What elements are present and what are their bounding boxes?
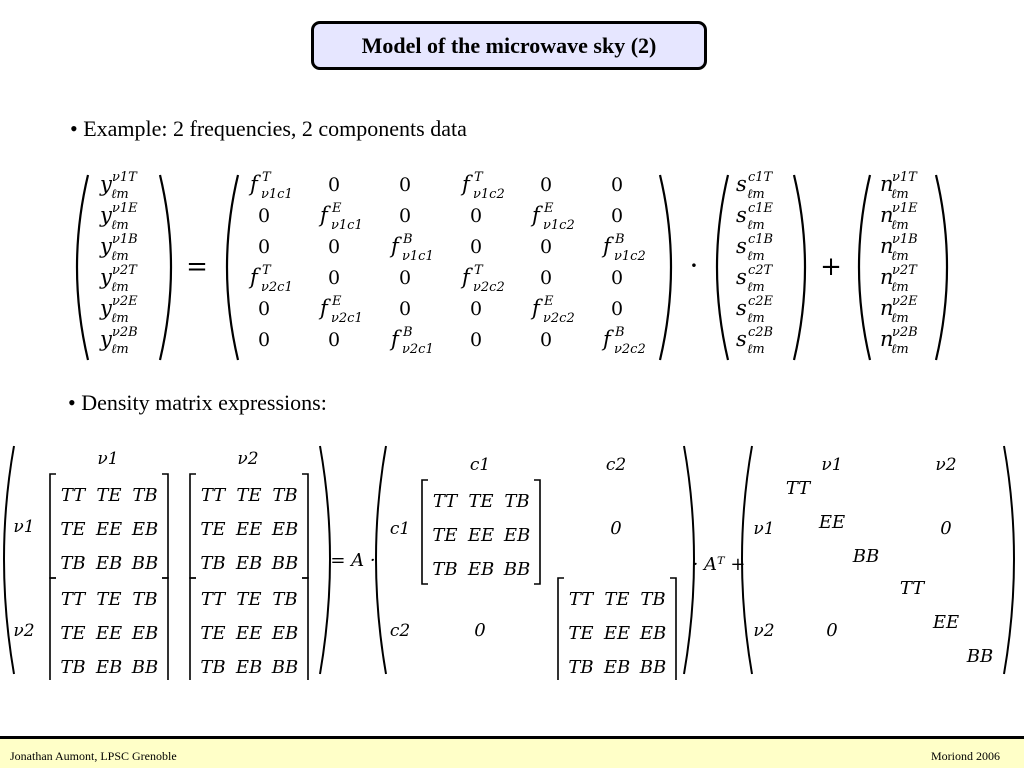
- y-entry-1-sup: ν1E: [112, 201, 138, 216]
- noise-entry-2-sup: ν1B: [892, 232, 918, 247]
- data-block-21-cell-0-1: TE: [96, 589, 122, 610]
- mixing-coef-3-0-sub: ν2c1: [261, 280, 293, 295]
- mixing-zero-2-0: 0: [257, 236, 271, 258]
- data-block-22-cell-0-1: TE: [236, 589, 262, 610]
- footer-conference: Moriond 2006: [931, 749, 1000, 763]
- data-block-11-cell-2-0: TB: [60, 553, 86, 574]
- y-entry-5-sup: ν2B: [112, 325, 138, 340]
- mixing-zero-5-3: 0: [469, 329, 483, 351]
- noise-entry-1-sup: ν1E: [892, 201, 918, 216]
- noise-entry-2: [880, 232, 918, 264]
- mixing-zero-3-4: 0: [539, 267, 553, 289]
- signal-entry-1-base: s: [736, 203, 747, 227]
- mixing-coef-1-4-sup: E: [544, 201, 554, 216]
- data-block-22-cell-0-0: TT: [200, 589, 226, 610]
- paren-right-signal: [794, 175, 805, 360]
- data-block-21-cell-0-0: TT: [60, 589, 86, 610]
- signal-block-11-cell-0-2: TB: [504, 491, 530, 512]
- mixing-zero-4-0: 0: [257, 298, 271, 320]
- mixing-coef-0-3-sub: ν1c2: [473, 187, 505, 202]
- mixing-coef-2-5-base: f: [603, 234, 611, 258]
- signal-entry-2-sub: ℓm: [747, 249, 765, 264]
- signal-block-11-cell-2-1: EB: [467, 559, 495, 580]
- mixing-zero-1-0: 0: [257, 205, 271, 227]
- mixing-zero-2-4: 0: [539, 236, 553, 258]
- mixing-coef-3-0-sup: T: [262, 263, 271, 278]
- signal-entry-4: [736, 294, 774, 326]
- signal-entry-0: [736, 170, 774, 202]
- signal-block-22-cell-0-0: TT: [568, 589, 594, 610]
- mixing-coef-2-5: [601, 232, 646, 264]
- mixing-coef-3-3: [460, 263, 505, 295]
- label-noise-nu1-left: ν1: [753, 519, 775, 539]
- mixing-coef-2-2-sub: ν1c1: [402, 249, 434, 264]
- label-c1-top: c1: [469, 455, 491, 475]
- mixing-coef-1-4: [530, 201, 575, 233]
- mixing-coef-3-3-sup: T: [474, 263, 483, 278]
- mixing-coef-4-1: [318, 294, 363, 326]
- mixing-coef-0-0: [248, 170, 293, 202]
- mixing-coef-1-1-sub: ν1c1: [331, 218, 363, 233]
- signal-block-22-cell-2-1: EB: [603, 657, 631, 678]
- mixing-coef-0-3: [460, 170, 505, 202]
- y-entry-0-sub: ℓm: [111, 187, 129, 202]
- mixing-coef-1-1: [318, 201, 363, 233]
- y-entry-1-base: y: [100, 203, 112, 227]
- paren-left-y: [77, 175, 88, 360]
- data-block-22-cell-2-1: EB: [235, 657, 263, 678]
- data-block-22-cell-1-2: EB: [271, 623, 299, 644]
- data-block-21-cell-1-1: EE: [95, 623, 123, 644]
- data-block-12-cell-0-1: TE: [236, 485, 262, 506]
- mixing-coef-0-0-sup: T: [262, 170, 271, 185]
- label-c2-top: c2: [605, 455, 627, 475]
- signal-entry-3: [736, 263, 774, 295]
- mixing-coef-5-5-sup: B: [615, 325, 625, 340]
- signal-block-11-cell-2-2: BB: [503, 559, 531, 580]
- signal-block-22-cell-0-1: TE: [604, 589, 630, 610]
- noise-diag-4: EE: [932, 612, 960, 633]
- signal-entry-5-sub: ℓm: [747, 342, 765, 357]
- mixing-coef-5-2: [389, 325, 434, 357]
- label-noise-nu2-left: ν2: [753, 621, 775, 641]
- data-block-11-cell-1-0: TE: [60, 519, 86, 540]
- data-block-11-cell-2-2: BB: [131, 553, 159, 574]
- data-block-21-cell-0-2: TB: [132, 589, 158, 610]
- mixing-coef-2-2-sup: B: [403, 232, 413, 247]
- y-entry-2-sup: ν1B: [112, 232, 138, 247]
- data-block-21-cell-2-1: EB: [95, 657, 123, 678]
- paren-right-y: [160, 175, 171, 360]
- y-entry-3-sub: ℓm: [111, 280, 129, 295]
- noise-diag-3: TT: [899, 578, 925, 599]
- signal-block-11-cell-2-0: TB: [432, 559, 458, 580]
- plus-sign: +: [820, 252, 842, 282]
- paren-left-signal: [717, 175, 728, 360]
- label-noise-nu1-top: ν1: [821, 455, 843, 475]
- mixing-coef-3-0: [248, 263, 293, 295]
- mixing-coef-5-2-base: f: [391, 327, 399, 351]
- signal-entry-2: [736, 232, 773, 264]
- label-c1-left: c1: [389, 519, 411, 539]
- noise-zero-12: 0: [940, 518, 952, 539]
- mixing-zero-5-4: 0: [539, 329, 553, 351]
- data-block-22-cell-2-0: TB: [200, 657, 226, 678]
- data-block-22-cell-0-2: TB: [272, 589, 298, 610]
- noise-entry-3: [880, 263, 918, 295]
- noise-entry-4-sub: ℓm: [891, 311, 909, 326]
- mixing-coef-4-4-sub: ν2c2: [543, 311, 575, 326]
- data-block-21-cell-1-2: EB: [131, 623, 159, 644]
- data-block-22-cell-1-0: TE: [200, 623, 226, 644]
- mixing-coef-0-3-sup: T: [474, 170, 483, 185]
- y-entry-5-base: y: [100, 327, 112, 351]
- label-c2-left: c2: [389, 621, 411, 641]
- density-matrix-equation: [0, 440, 1020, 680]
- signal-entry-3-sup: c2T: [748, 263, 773, 278]
- data-block-22-cell-2-2: BB: [271, 657, 299, 678]
- y-entry-1: [99, 201, 138, 233]
- mixing-coef-5-5-base: f: [603, 327, 611, 351]
- mixing-zero-2-3: 0: [469, 236, 483, 258]
- mixing-zero-1-2: 0: [398, 205, 412, 227]
- signal-entry-5: [736, 325, 773, 357]
- mixing-zero-0-5: 0: [610, 174, 624, 196]
- label-nu2-top: ν2: [237, 449, 259, 469]
- signal-entry-1-sub: ℓm: [747, 218, 765, 233]
- data-block-12-cell-1-2: EB: [271, 519, 299, 540]
- noise-entry-0: [880, 170, 918, 202]
- y-entry-5-sub: ℓm: [111, 342, 129, 357]
- noise-entry-5-sup: ν2B: [892, 325, 918, 340]
- mixing-coef-4-1-base: f: [320, 296, 328, 320]
- mixing-coef-2-2-base: f: [391, 234, 399, 258]
- noise-entry-3-sub: ℓm: [891, 280, 909, 295]
- paren-left-signal-cov: [376, 446, 386, 674]
- mixing-zero-4-5: 0: [610, 298, 624, 320]
- y-entry-4-sup: ν2E: [112, 294, 138, 309]
- noise-entry-4-sup: ν2E: [892, 294, 918, 309]
- signal-entry-4-sup: c2E: [748, 294, 774, 309]
- mixing-zero-1-5: 0: [610, 205, 624, 227]
- y-entry-4-sub: ℓm: [111, 311, 129, 326]
- data-block-22-cell-1-1: EE: [235, 623, 263, 644]
- mixing-zero-0-4: 0: [539, 174, 553, 196]
- y-entry-2: [99, 232, 138, 264]
- y-entry-3: [99, 263, 138, 295]
- mixing-coef-1-1-base: f: [320, 203, 328, 227]
- mixing-coef-1-1-sup: E: [332, 201, 342, 216]
- signal-entry-5-sup: c2B: [748, 325, 774, 340]
- paren-right-noise: [936, 175, 947, 360]
- bullet-example: • Example: 2 frequencies, 2 components data: [70, 116, 467, 141]
- mixing-zero-4-3: 0: [469, 298, 483, 320]
- mixing-coef-2-5-sup: B: [615, 232, 625, 247]
- mixing-coef-5-5: [601, 325, 646, 357]
- data-block-21-cell-2-2: BB: [131, 657, 159, 678]
- mixing-zero-3-1: 0: [327, 267, 341, 289]
- signal-block-22-cell-1-0: TE: [568, 623, 594, 644]
- mixing-coef-0-3-base: f: [462, 172, 470, 196]
- noise-zero-21: 0: [826, 620, 838, 641]
- mixing-zero-0-1: 0: [327, 174, 341, 196]
- noise-entry-0-sup: ν1T: [892, 170, 917, 185]
- noise-diag-2: BB: [852, 546, 880, 567]
- paren-right-noise-cov: [1004, 446, 1014, 674]
- signal-entry-2-base: s: [736, 234, 747, 258]
- noise-entry-5-base: n: [880, 327, 894, 351]
- data-block-21-cell-1-0: TE: [60, 623, 86, 644]
- mixing-coef-0-0-base: f: [250, 172, 258, 196]
- mixing-zero-1-3: 0: [469, 205, 483, 227]
- data-block-12-cell-0-0: TT: [200, 485, 226, 506]
- signal-entry-4-base: s: [736, 296, 747, 320]
- mixing-coef-1-4-sub: ν1c2: [543, 218, 575, 233]
- signal-entry-0-base: s: [736, 172, 747, 196]
- mixing-coef-3-3-sub: ν2c2: [473, 280, 505, 295]
- data-block-12-cell-2-0: TB: [200, 553, 226, 574]
- mixing-coef-4-1-sup: E: [332, 294, 342, 309]
- y-entry-0-base: y: [100, 172, 112, 196]
- signal-block-22-cell-0-2: TB: [640, 589, 666, 610]
- mixing-zero-4-2: 0: [398, 298, 412, 320]
- mixing-zero-3-2: 0: [398, 267, 412, 289]
- footer-author: Jonathan Aumont, LPSC Grenoble: [10, 749, 177, 763]
- data-block-12-cell-1-0: TE: [200, 519, 226, 540]
- mixing-zero-5-1: 0: [327, 329, 341, 351]
- data-block-21-cell-2-0: TB: [60, 657, 86, 678]
- data-block-11-cell-0-1: TE: [96, 485, 122, 506]
- paren-right-mixing: [660, 175, 671, 360]
- signal-entry-5-base: s: [736, 327, 747, 351]
- y-entry-4: [99, 294, 138, 326]
- signal-block-22-cell-1-2: EB: [639, 623, 667, 644]
- signal-entry-1: [736, 201, 774, 233]
- mixing-coef-2-2: [389, 232, 434, 264]
- signal-entry-2-sup: c1B: [748, 232, 774, 247]
- signal-zero-12: 0: [610, 518, 622, 539]
- signal-block-11-cell-0-1: TE: [468, 491, 494, 512]
- mixing-coef-4-1-sub: ν2c1: [331, 311, 363, 326]
- footer-bar: [0, 736, 1024, 768]
- mixing-coef-4-4-sup: E: [544, 294, 554, 309]
- signal-entry-4-sub: ℓm: [747, 311, 765, 326]
- y-entry-0: [99, 170, 138, 202]
- bullet-density: • Density matrix expressions:: [68, 390, 327, 415]
- data-block-12-cell-0-2: TB: [272, 485, 298, 506]
- noise-diag-0: TT: [785, 478, 811, 499]
- data-block-11-cell-1-2: EB: [131, 519, 159, 540]
- data-block-11-cell-0-0: TT: [60, 485, 86, 506]
- noise-entry-2-base: n: [880, 234, 894, 258]
- equals-A-dot: = A ·: [330, 550, 376, 571]
- mixing-coef-3-3-base: f: [462, 265, 470, 289]
- noise-diag-5: BB: [966, 646, 994, 667]
- paren-left-noise: [859, 175, 870, 360]
- dot-A-transpose-plus: · Aᵀ +: [692, 554, 746, 575]
- noise-entry-1: [880, 201, 918, 233]
- label-noise-nu2-top: ν2: [935, 455, 957, 475]
- mixing-zero-5-0: 0: [257, 329, 271, 351]
- signal-block-22-cell-2-0: TB: [568, 657, 594, 678]
- signal-block-22-cell-1-1: EE: [603, 623, 631, 644]
- signal-zero-21: 0: [474, 620, 486, 641]
- data-block-12-cell-2-1: EB: [235, 553, 263, 574]
- data-block-11-cell-1-1: EE: [95, 519, 123, 540]
- noise-entry-1-base: n: [880, 203, 894, 227]
- mixing-coef-3-0-base: f: [250, 265, 258, 289]
- noise-entry-2-sub: ℓm: [891, 249, 909, 264]
- mixing-coef-2-5-sub: ν1c2: [614, 249, 646, 264]
- paren-left-mixing: [227, 175, 238, 360]
- paren-right-data-cov: [320, 446, 330, 674]
- mixing-coef-1-4-base: f: [532, 203, 540, 227]
- mixing-coef-5-5-sub: ν2c2: [614, 342, 646, 357]
- signal-block-11-cell-0-0: TT: [432, 491, 458, 512]
- label-nu1-top: ν1: [97, 449, 119, 469]
- noise-entry-5-sub: ℓm: [891, 342, 909, 357]
- noise-entry-4-base: n: [880, 296, 894, 320]
- noise-diag-1: EE: [818, 512, 846, 533]
- data-model-equation: [60, 165, 970, 370]
- noise-entry-4: [880, 294, 918, 326]
- y-entry-3-base: y: [100, 265, 112, 289]
- signal-block-22-cell-2-2: BB: [639, 657, 667, 678]
- signal-block-11-cell-1-2: EB: [503, 525, 531, 546]
- signal-entry-0-sup: c1T: [748, 170, 773, 185]
- mixing-zero-0-2: 0: [398, 174, 412, 196]
- y-entry-3-sup: ν2T: [112, 263, 137, 278]
- signal-block-11-cell-1-0: TE: [432, 525, 458, 546]
- mixing-coef-0-0-sub: ν1c1: [261, 187, 293, 202]
- noise-entry-1-sub: ℓm: [891, 218, 909, 233]
- slide-title: Model of the microwave sky (2): [311, 21, 707, 70]
- noise-entry-0-base: n: [880, 172, 894, 196]
- signal-entry-1-sup: c1E: [748, 201, 774, 216]
- y-entry-5: [99, 325, 138, 357]
- data-block-12-cell-1-1: EE: [235, 519, 263, 540]
- y-entry-1-sub: ℓm: [111, 218, 129, 233]
- signal-entry-3-sub: ℓm: [747, 280, 765, 295]
- y-entry-4-base: y: [100, 296, 112, 320]
- label-nu2-left: ν2: [13, 621, 35, 641]
- mixing-coef-5-2-sup: B: [403, 325, 413, 340]
- y-entry-2-base: y: [100, 234, 112, 258]
- data-block-12-cell-2-2: BB: [271, 553, 299, 574]
- signal-block-11-cell-1-1: EE: [467, 525, 495, 546]
- dot-operator: ·: [689, 249, 699, 282]
- mixing-coef-4-4-base: f: [532, 296, 540, 320]
- mixing-coef-5-2-sub: ν2c1: [402, 342, 434, 357]
- noise-entry-3-sup: ν2T: [892, 263, 917, 278]
- data-block-11-cell-0-2: TB: [132, 485, 158, 506]
- y-entry-0-sup: ν1T: [112, 170, 137, 185]
- signal-entry-3-base: s: [736, 265, 747, 289]
- mixing-zero-3-5: 0: [610, 267, 624, 289]
- noise-entry-0-sub: ℓm: [891, 187, 909, 202]
- data-block-11-cell-2-1: EB: [95, 553, 123, 574]
- mixing-coef-4-4: [530, 294, 575, 326]
- equals-sign: =: [186, 252, 208, 282]
- signal-entry-0-sub: ℓm: [747, 187, 765, 202]
- noise-entry-3-base: n: [880, 265, 894, 289]
- label-nu1-left: ν1: [13, 517, 35, 537]
- noise-entry-5: [880, 325, 918, 357]
- mixing-zero-2-1: 0: [327, 236, 341, 258]
- y-entry-2-sub: ℓm: [111, 249, 129, 264]
